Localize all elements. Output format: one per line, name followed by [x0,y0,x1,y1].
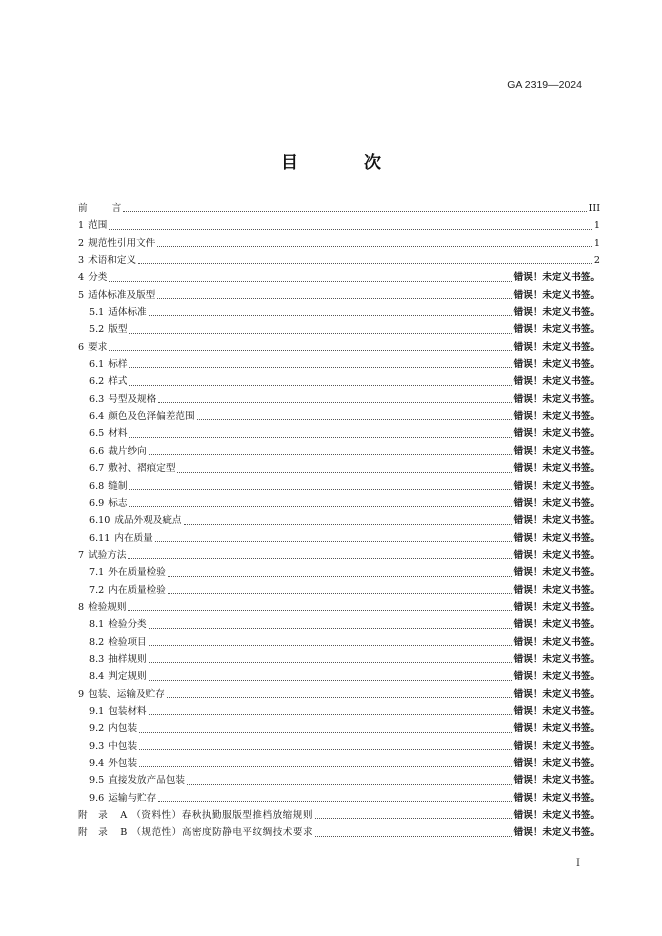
dot-leader [109,349,511,351]
toc-entry-title: 判定规则 [108,671,147,683]
toc-entry-number: 6.2 [89,376,105,388]
toc-entry-label [89,790,156,807]
dot-leader [149,627,512,629]
toc-entry-title: 要求 [88,341,108,353]
toc-entry-number: 7.1 [89,567,105,579]
toc-entry-page: 错误！未定义书签。 [513,289,600,301]
toc-entry-title: 裁片纱向 [108,445,147,457]
dot-leader [123,210,586,212]
toc-entry-title: 包装材料 [108,705,147,717]
toc-entry-page: 错误！未定义书签。 [513,445,600,457]
toc-entry-label [89,391,156,408]
toc-entry[interactable] [78,495,600,512]
toc-entry-title: 敷衬、褶痕定型 [108,463,176,475]
toc-entry-number: 附 录 [78,827,109,839]
toc-entry[interactable] [78,339,600,356]
toc-entry-title: 范围 [88,220,108,232]
toc-entry-title: 标志 [108,497,128,509]
toc-entry-page: 错误！未定义书签。 [513,463,600,475]
dot-leader [139,748,512,750]
standard-code: GA 2319—2024 [507,79,582,91]
toc-entry-label [78,807,313,824]
toc-entry-label [89,668,147,685]
toc-entry-page: 错误！未定义书签。 [513,601,600,613]
toc-entry[interactable] [78,755,600,772]
toc-entry-page: 错误！未定义书签。 [513,428,600,440]
toc-entry-page: 错误！未定义书签。 [513,411,600,423]
dot-leader [139,731,512,733]
dot-leader [157,245,592,247]
toc-entry[interactable] [78,356,600,373]
toc-entry-number: 8.3 [89,653,105,665]
toc-entry-title: 术语和定义 [88,255,137,267]
toc-entry-label [89,616,147,633]
toc-entry-label [89,443,147,460]
toc-entry[interactable] [78,807,600,824]
toc-entry-number: 1 [78,220,85,232]
toc-entry-label [89,703,147,720]
toc-entry-page: 错误！未定义书签。 [513,775,600,787]
dot-leader [149,713,512,715]
toc-entry-label [78,217,107,234]
toc-entry-label [89,738,137,755]
toc-entry-page: 错误！未定义书签。 [513,636,600,648]
toc-entry-label [89,408,195,425]
toc-entry-label [89,512,182,529]
toc-entry-page: 错误！未定义书签。 [513,567,600,579]
toc-entry-page: 错误！未定义书签。 [513,497,600,509]
toc-entry-label [78,200,121,217]
toc-entry[interactable] [78,512,600,529]
dot-leader [129,436,511,438]
toc-entry-label [89,495,127,512]
dot-leader [128,609,511,611]
toc-entry-title: 适体标准及版型 [88,289,156,301]
toc-entry-label [89,651,147,668]
toc-entry-label [89,425,127,442]
toc-entry-label [78,824,313,841]
dot-leader [129,505,511,507]
toc-entry-page: 错误！未定义书签。 [513,758,600,769]
toc-entry[interactable] [78,391,600,408]
toc-entry-number: 6.10 [89,515,111,527]
toc-entry[interactable] [78,668,600,685]
toc-entry-title: 外包装 [108,758,138,769]
toc-entry-title: 成品外观及疵点 [114,515,182,527]
toc-entry[interactable] [78,443,600,460]
toc-entry-page: 错误！未定义书签。 [513,272,600,284]
toc-entry[interactable] [78,564,600,581]
page-title: 目 次 [281,153,411,173]
table-of-contents [78,200,600,842]
toc-entry-title: 检验规则 [88,601,127,613]
toc-entry-page: III [588,203,600,214]
dot-leader [129,488,511,490]
toc-entry-label [89,373,127,390]
toc-entry[interactable] [78,425,600,442]
dot-leader [129,366,511,368]
toc-entry-number: 6.3 [89,393,105,405]
toc-entry-title: 号型及规格 [108,393,157,405]
toc-entry-title: 分类 [88,272,108,284]
toc-entry-number: 9.2 [89,723,105,735]
toc-entry-page: 错误！未定义书签。 [513,723,600,735]
toc-entry-title: 颜色及色泽偏差范围 [108,411,195,423]
toc-entry[interactable] [78,200,600,217]
toc-entry-page: 错误！未定义书签。 [513,532,600,544]
toc-entry-page: 错误！未定义书签。 [513,740,600,752]
page-number: I [576,858,580,869]
toc-entry[interactable] [78,582,600,599]
toc-entry[interactable] [78,738,600,755]
toc-entry-number: 6.11 [89,532,111,544]
toc-entry-number: 6 [78,341,85,353]
toc-entry[interactable] [78,530,600,547]
toc-entry-number: 9.4 [89,758,105,769]
toc-entry[interactable] [78,703,600,720]
toc-entry-page: 错误！未定义书签。 [513,584,600,596]
toc-entry-page: 错误！未定义书签。 [513,688,600,700]
toc-entry-title: 版型 [108,324,128,336]
toc-entry-number: 6.8 [89,480,105,492]
toc-entry[interactable] [78,235,600,252]
toc-entry[interactable] [78,547,600,564]
dot-leader [149,661,512,663]
toc-entry-label [78,269,107,286]
toc-entry-page: 2 [593,255,600,267]
toc-entry-label [78,235,155,252]
toc-entry-page: 错误！未定义书签。 [513,792,600,804]
dot-leader [155,540,512,542]
toc-entry-label [89,755,137,772]
toc-entry-page: 错误！未定义书签。 [513,324,600,336]
dot-leader [315,817,512,819]
toc-entry-page: 错误！未定义书签。 [513,827,600,839]
toc-entry-title: 标样 [108,359,128,371]
dot-leader [129,384,511,386]
toc-entry-page: 错误！未定义书签。 [513,515,600,527]
dot-leader [109,280,511,282]
toc-entry-title: 运输与贮存 [108,792,157,804]
toc-entry-page: 错误！未定义书签。 [513,480,600,492]
toc-entry-title: 内在质量检验 [108,584,166,596]
dot-leader [187,783,512,785]
toc-entry[interactable] [78,408,600,425]
toc-entry-number: 8.4 [89,671,105,683]
dot-leader [177,471,511,473]
toc-entry-number: 7.2 [89,584,105,596]
toc-entry-title: 中包装 [108,740,138,752]
toc-entry-title: 试验方法 [88,549,127,561]
toc-entry-number: 5.1 [89,307,105,319]
toc-entry-label [89,720,137,737]
dot-leader [149,314,512,316]
toc-entry-number: 6.6 [89,445,105,457]
toc-entry-number: 6.4 [89,411,105,423]
toc-entry-page: 错误！未定义书签。 [513,341,600,353]
dot-leader [157,297,511,299]
toc-entry-number: 6.1 [89,359,105,371]
toc-entry-label [78,686,165,703]
toc-entry-label [89,772,185,789]
toc-entry-number: 3 [78,255,85,267]
toc-entry-page: 错误！未定义书签。 [513,810,600,822]
toc-entry-number: 9.1 [89,705,105,717]
toc-entry[interactable] [78,304,600,321]
dot-leader [128,557,511,559]
dot-leader [139,765,512,767]
toc-entry-label [89,564,166,581]
dot-leader [149,453,512,455]
toc-entry-number: 9.3 [89,740,105,752]
toc-entry-title: 直接发放产品包装 [108,775,186,787]
dot-leader [109,228,592,230]
toc-entry-number: 2 [78,237,85,249]
toc-entry[interactable] [78,824,600,841]
toc-entry-title: 缝制 [108,480,128,492]
dot-leader [129,332,511,334]
toc-entry-page: 1 [593,237,600,249]
toc-entry-title: 规范性引用文件 [88,237,156,249]
toc-entry-number: 7 [78,549,85,561]
toc-entry-title: 样式 [108,376,128,388]
toc-entry-number: 5.2 [89,324,105,336]
toc-entry-page: 错误！未定义书签。 [513,619,600,631]
dot-leader [197,418,512,420]
toc-entry-title: 内在质量 [114,532,153,544]
dot-leader [158,401,511,403]
toc-entry-page: 错误！未定义书签。 [513,705,600,717]
toc-entry-page: 错误！未定义书签。 [513,671,600,683]
toc-entry-label [89,321,127,338]
toc-entry-title: 适体标准 [108,307,147,319]
dot-leader [168,575,512,577]
dot-leader [149,679,512,681]
toc-entry-number: 4 [78,272,85,284]
toc-entry-number: 6.7 [89,463,105,475]
toc-entry-page: 错误！未定义书签。 [513,307,600,319]
dot-leader [315,835,512,837]
toc-entry-title: B （规范性）高密度防静电平纹绸技术要求 [120,827,314,839]
toc-entry-number: 6.5 [89,428,105,440]
toc-entry-title: 内包装 [108,723,138,735]
toc-entry-label [89,478,127,495]
toc-entry-label [89,582,166,599]
toc-entry[interactable] [78,686,600,703]
toc-entry-page: 错误！未定义书签。 [513,393,600,405]
toc-entry[interactable] [78,287,600,304]
toc-entry[interactable] [78,651,600,668]
toc-entry-label [78,599,126,616]
toc-entry[interactable] [78,616,600,633]
toc-entry-title: 材料 [108,428,128,440]
toc-entry-number: 9 [78,688,85,700]
toc-entry-number: 9.6 [89,792,105,804]
toc-entry-title: 外在质量检验 [108,567,166,579]
toc-entry-title: 言 [111,203,122,214]
toc-entry[interactable] [78,790,600,807]
toc-entry-number: 前 [78,203,88,214]
toc-entry-number: 附 录 [78,810,109,822]
toc-entry-title: 检验项目 [108,636,147,648]
toc-entry-label [89,634,147,651]
toc-entry-label [89,530,153,547]
toc-entry[interactable] [78,634,600,651]
toc-entry-page: 1 [593,220,600,232]
toc-entry[interactable] [78,321,600,338]
toc-entry-page: 错误！未定义书签。 [513,376,600,388]
toc-entry-label [78,339,107,356]
toc-entry-page: 错误！未定义书签。 [513,549,600,561]
toc-entry-title: 包装、运输及贮存 [88,688,165,700]
dot-leader [158,800,511,802]
dot-leader [149,644,512,646]
dot-leader [167,696,512,698]
toc-entry-title: 检验分类 [108,619,147,631]
toc-entry[interactable] [78,460,600,477]
toc-entry[interactable] [78,373,600,390]
toc-entry-label [89,460,175,477]
toc-entry-number: 8.2 [89,636,105,648]
toc-entry-number: 9.5 [89,775,105,787]
toc-entry-number: 8 [78,601,85,613]
toc-entry-page: 错误！未定义书签。 [513,653,600,665]
toc-entry[interactable] [78,478,600,495]
toc-entry-number: 6.9 [89,497,105,509]
dot-leader [168,592,512,594]
toc-entry-number: 8.1 [89,619,105,631]
toc-entry-number: 5 [78,289,85,301]
toc-entry-label [78,252,136,269]
toc-entry[interactable] [78,720,600,737]
toc-entry[interactable] [78,217,600,234]
toc-entry[interactable] [78,599,600,616]
toc-entry-label [89,304,147,321]
toc-entry-title: A （资料性）春秋执勤服版型推档放缩规则 [120,810,313,822]
toc-entry[interactable] [78,772,600,789]
toc-entry-title: 抽样规则 [108,653,147,665]
toc-entry-page: 错误！未定义书签。 [513,359,600,371]
toc-entry-label [89,356,127,373]
toc-entry-label [78,547,126,564]
toc-entry-label [78,287,155,304]
dot-leader [184,523,512,525]
toc-entry[interactable] [78,269,600,286]
toc-entry[interactable] [78,252,600,269]
dot-leader [138,262,592,264]
